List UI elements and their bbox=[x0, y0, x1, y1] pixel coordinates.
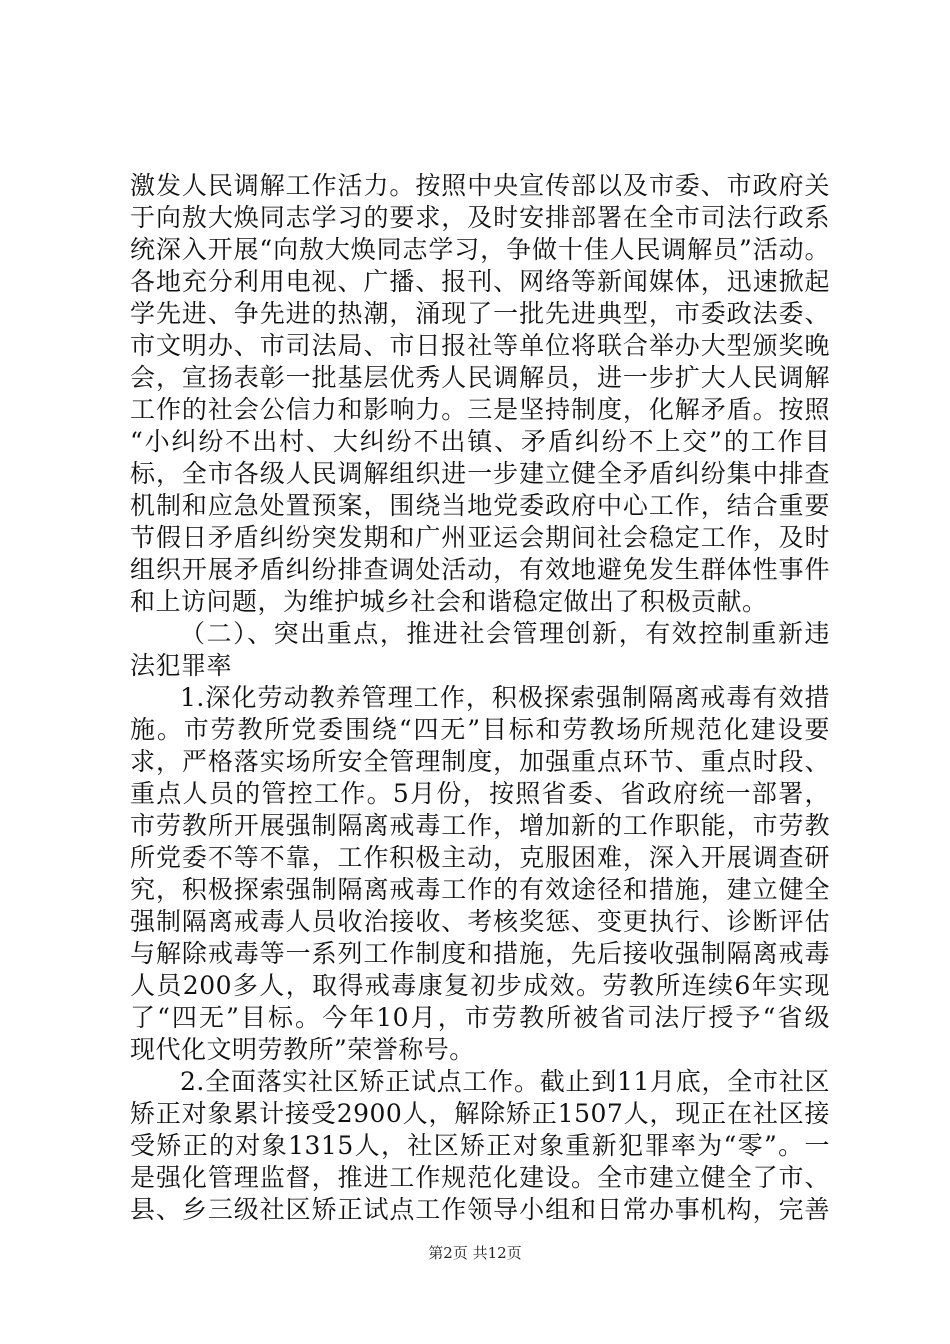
text-line: 市劳教所开展强制隔离戒毒工作，增加新的工作职能，市劳教 bbox=[130, 811, 830, 840]
text-line: 矫正对象累计接受2900人，解除矫正1507人，现正在社区接 bbox=[130, 1099, 830, 1128]
text-line: 现代化文明劳教所”荣誉称号。 bbox=[130, 1035, 475, 1064]
text-line: 工作的社会公信力和影响力。三是坚持制度，化解矛盾。按照 bbox=[130, 395, 830, 424]
text-line: 各地充分利用电视、广播、报刊、网络等新闻媒体，迅速掀起 bbox=[130, 267, 830, 296]
text-line: 统深入开展“向敖大焕同志学习，争做十佳人民调解员”活动。 bbox=[130, 235, 830, 264]
text-line: 和上访问题，为维护城乡社会和谐稳定做出了积极贡献。 bbox=[130, 587, 768, 616]
text-line: 是强化管理监督，推进工作规范化建设。全市建立健全了市、 bbox=[130, 1163, 830, 1192]
text-line: 学先进、争先进的热潮，涌现了一批先进典型，市委政法委、 bbox=[130, 299, 830, 328]
text-line: 所党委不等不靠，工作积极主动，克服困难，深入开展调查研 bbox=[130, 843, 830, 872]
text-line: 县、乡三级社区矫正试点工作领导小组和日常办事机构，完善 bbox=[130, 1195, 830, 1224]
text-line: 受矫正的对象1315人，社区矫正对象重新犯罪率为“零”。一 bbox=[130, 1131, 830, 1160]
text-line: 重点人员的管控工作。5月份，按照省委、省政府统一部署， bbox=[130, 779, 830, 808]
text-line: 组织开展矛盾纠纷排查调处活动，有效地避免发生群体性事件 bbox=[130, 555, 830, 584]
text-line: 2.全面落实社区矫正试点工作。截止到11月底，全市社区 bbox=[180, 1067, 830, 1096]
document-body bbox=[130, 170, 830, 1226]
page-number-footer: 第2页 共12页 bbox=[428, 1244, 522, 1262]
text-line: 强制隔离戒毒人员收治接收、考核奖惩、变更执行、诊断评估 bbox=[130, 907, 830, 936]
text-line: 究，积极探索强制隔离戒毒工作的有效途径和措施，建立健全 bbox=[130, 875, 830, 904]
text-line: 施。市劳教所党委围绕“四无”目标和劳教场所规范化建设要 bbox=[130, 715, 830, 744]
section-heading: 法犯罪率 bbox=[130, 651, 233, 680]
text-line: 于向敖大焕同志学习的要求，及时安排部署在全市司法行政系 bbox=[130, 203, 830, 232]
text-line: 节假日矛盾纠纷突发期和广州亚运会期间社会稳定工作，及时 bbox=[130, 523, 830, 552]
section-heading: （二）、突出重点，推进社会管理创新，有效控制重新违 bbox=[180, 619, 830, 648]
text-line: 会，宣扬表彰一批基层优秀人民调解员，进一步扩大人民调解 bbox=[130, 363, 830, 392]
text-line: 1.深化劳动教养管理工作，积极探索强制隔离戒毒有效措 bbox=[180, 683, 830, 712]
text-line: 了“四无”目标。今年10月，市劳教所被省司法厅授予“省级 bbox=[130, 1003, 830, 1032]
text-line: 与解除戒毒等一系列工作制度和措施，先后接收强制隔离戒毒 bbox=[130, 939, 830, 968]
text-line: 求，严格落实场所安全管理制度，加强重点环节、重点时段、 bbox=[130, 747, 830, 776]
text-line: 标，全市各级人民调解组织进一步建立健全矛盾纠纷集中排查 bbox=[130, 459, 830, 488]
text-line: 机制和应急处置预案，围绕当地党委政府中心工作，结合重要 bbox=[130, 491, 830, 520]
text-line: 人员200多人，取得戒毒康复初步成效。劳教所连续6年实现 bbox=[130, 971, 830, 1000]
text-line: 激发人民调解工作活力。按照中央宣传部以及市委、市政府关 bbox=[130, 171, 830, 200]
text-line: “小纠纷不出村、大纠纷不出镇、矛盾纠纷不上交”的工作目 bbox=[130, 427, 830, 456]
text-line: 市文明办、市司法局、市日报社等单位将联合举办大型颁奖晚 bbox=[130, 331, 830, 360]
